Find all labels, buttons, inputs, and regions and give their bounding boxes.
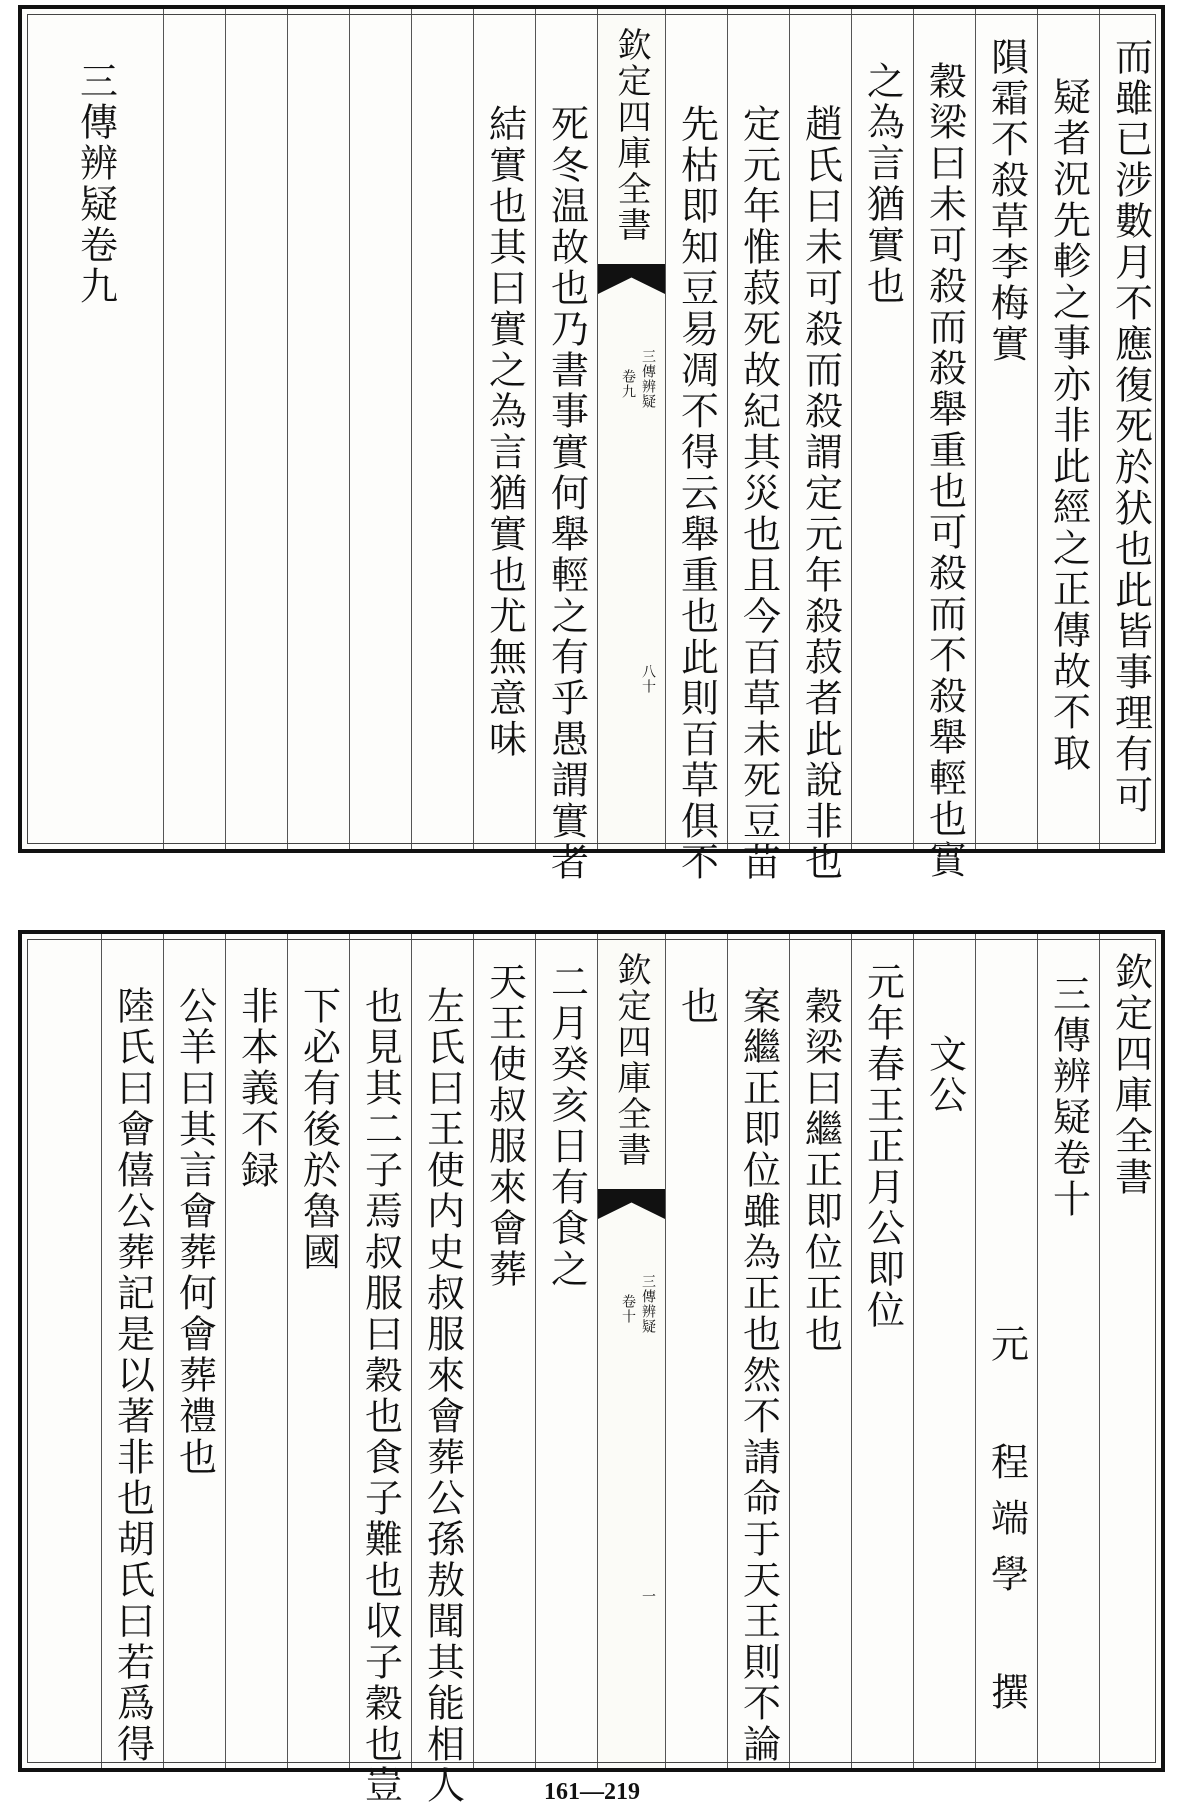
column-text: 二月癸亥日有食之 bbox=[544, 962, 589, 1290]
text-column bbox=[225, 934, 287, 1768]
text-column bbox=[975, 934, 1037, 1768]
text-column bbox=[287, 934, 349, 1768]
center-page-number: 八十 bbox=[640, 664, 656, 694]
column-text: 天王使叔服來會葬 bbox=[482, 962, 527, 1290]
text-column bbox=[28, 9, 163, 849]
column-text: 陸氏曰會僖公葬記是以著非也胡氏曰若爲得 bbox=[110, 986, 155, 1765]
text-column bbox=[727, 934, 789, 1768]
center-book-title: 三傳辨疑 bbox=[640, 349, 656, 409]
column-text: 欽定四庫全書 bbox=[1108, 952, 1153, 1198]
center-volume: 卷九 bbox=[620, 369, 636, 399]
column-text: 穀梁曰未可殺而殺舉重也可殺而不殺舉輕也實 bbox=[922, 61, 967, 881]
column-text: 公羊曰其言會葬何會葬禮也 bbox=[172, 986, 217, 1478]
center-volume: 卷十 bbox=[620, 1294, 636, 1324]
text-column bbox=[163, 934, 225, 1768]
center-fold-title: 欽定四庫全書 bbox=[611, 27, 651, 243]
text-column bbox=[535, 9, 597, 883]
text-column bbox=[665, 934, 727, 1768]
column-text: 元年春王正月公即位 bbox=[860, 962, 905, 1331]
author-line: 元 程端學 撰 bbox=[984, 1324, 1029, 1728]
text-column bbox=[535, 934, 597, 1768]
text-column bbox=[1099, 9, 1161, 849]
text-column bbox=[473, 934, 535, 1768]
column-text: 而雖已涉數月不應復死於犾也此皆事理有可 bbox=[1108, 37, 1153, 816]
text-column bbox=[851, 934, 913, 1768]
column-text: 下必有後於魯國 bbox=[296, 986, 341, 1273]
column-text: 定元年惟菽死故紀其災也且今百草未死豆苗 bbox=[736, 104, 781, 883]
column-text: 疑者況先軫之事亦非此經之正傳故不取 bbox=[1046, 77, 1091, 774]
page-number-footer: 161—219 bbox=[544, 1779, 640, 1805]
column-text: 文公 bbox=[922, 1034, 967, 1116]
text-column bbox=[789, 9, 851, 883]
column-text: 左氏曰王使内史叔服來會葬公孫敖聞其能相人 bbox=[420, 986, 465, 1806]
text-column bbox=[789, 934, 851, 1768]
column-text: 三傳辨疑卷十 bbox=[1046, 974, 1091, 1220]
text-column bbox=[1099, 934, 1161, 1768]
top-page bbox=[18, 5, 1165, 883]
text-column bbox=[727, 9, 789, 883]
column-text: 非本義不録 bbox=[234, 986, 279, 1191]
center-fold-column bbox=[597, 9, 665, 849]
column-text: 先枯即知豆易凋不得云舉重也此則百草俱不 bbox=[674, 104, 719, 883]
text-column bbox=[913, 9, 975, 881]
text-column bbox=[349, 9, 411, 849]
text-column bbox=[1037, 934, 1099, 1768]
text-column bbox=[473, 9, 535, 849]
column-text: 案繼正即位雖為正也然不請命于天王則不論 bbox=[736, 986, 781, 1765]
text-column bbox=[411, 9, 473, 849]
column-text: 隕霜不殺草李梅實 bbox=[984, 37, 1029, 365]
text-column bbox=[28, 934, 101, 1768]
column-text: 也見其二子焉叔服曰穀也食子難也収子穀也豈 bbox=[358, 986, 403, 1806]
center-fold-title: 欽定四庫全書 bbox=[611, 952, 651, 1168]
center-fold-column bbox=[597, 934, 665, 1768]
column-text: 之為言猶實也 bbox=[860, 61, 905, 307]
text-column bbox=[851, 9, 913, 849]
column-text: 趙氏曰未可殺而殺謂定元年殺菽者此說非也 bbox=[798, 104, 843, 883]
center-book-title: 三傳辨疑 bbox=[640, 1274, 656, 1334]
text-column bbox=[287, 9, 349, 849]
text-column bbox=[1037, 9, 1099, 849]
column-text: 死冬温故也乃書事實何舉輕之有乎愚謂實者 bbox=[544, 104, 589, 883]
text-column bbox=[225, 9, 287, 849]
column-text: 穀梁曰繼正即位正也 bbox=[798, 986, 843, 1355]
center-page-number: 一 bbox=[640, 1589, 656, 1604]
text-column bbox=[349, 934, 411, 1806]
text-column bbox=[913, 934, 975, 1768]
text-column bbox=[163, 9, 225, 849]
text-column bbox=[411, 934, 473, 1806]
volume-end-title: 三傳辨疑卷九 bbox=[73, 61, 118, 307]
column-text: 也 bbox=[674, 986, 719, 1027]
text-column bbox=[975, 9, 1037, 849]
text-column bbox=[665, 9, 727, 883]
column-text: 結實也其曰實之為言猶實也尤無意味 bbox=[482, 104, 527, 760]
text-column bbox=[101, 934, 163, 1768]
